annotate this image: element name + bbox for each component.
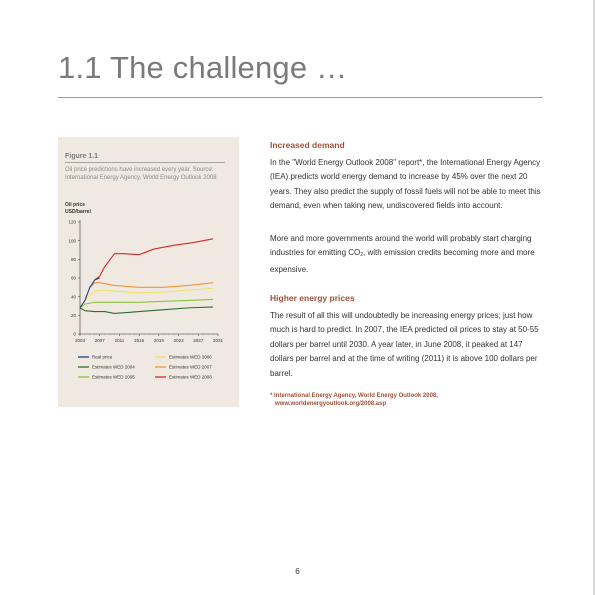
y-tick-label: 120 <box>68 219 76 225</box>
y-tick-label: 100 <box>68 238 76 244</box>
series-line-estimates-wed-2008 <box>95 239 213 280</box>
legend-label: Estimates WED 2006 <box>169 354 212 360</box>
section-heading-demand: Increased demand <box>270 140 345 150</box>
y-tick-label: 20 <box>70 312 76 318</box>
legend-label: Real price <box>92 354 113 360</box>
footnote-link[interactable]: www.worldenergyoutlook.org/2008.asp <box>275 401 387 407</box>
legend-label: Estimates WED 2008 <box>169 374 212 380</box>
title-rule <box>58 97 543 98</box>
footnote-line-1: * International Energy Agency, World Energy Outlook 2008, <box>270 393 438 399</box>
series-line-estimates-wed-2004 <box>80 307 213 314</box>
figure-panel <box>58 137 239 407</box>
y-tick-label: 80 <box>70 256 76 262</box>
x-tick-label: 2015 <box>134 338 145 343</box>
oil-price-chart <box>58 197 239 407</box>
page-title: 1.1 The challenge … <box>58 50 348 85</box>
y-axis-label-line-2: USD/barrel <box>65 209 91 215</box>
prices-paragraph: The result of all this will undoubtedly be increasing energy prices; just how much is hard to predict. In 2007, the IEA predicted oil prices to stay at 50-55 dollars per barrel until 2030. A year later, in June 2008, it peaked at 147 dollars per barrel and at the time of writing (2011) it is above 100 dollars per barrel. <box>270 311 539 378</box>
legend-label: Estimates WED 2007 <box>169 364 212 370</box>
series-line-estimates-wed-2005 <box>80 299 213 307</box>
x-tick-label: 2023 <box>173 338 184 343</box>
x-tick-label: 2027 <box>193 338 204 343</box>
x-tick-label: 2019 <box>153 338 164 343</box>
section-heading-prices: Higher energy prices <box>270 293 355 303</box>
x-tick-label: 2031 <box>212 338 224 343</box>
legend-label: Estimates WED 2004 <box>92 364 135 370</box>
section-increased-demand <box>270 140 545 150</box>
page-number: 6 <box>295 567 300 576</box>
demand-paragraph-2-tail: , with emission credits becoming more and more expensive. <box>270 248 535 274</box>
x-tick-label: 2003 <box>74 338 86 343</box>
legend-label: Estimates WED 2005 <box>92 374 135 380</box>
series-line-estimates-wed-2006 <box>85 288 213 300</box>
section-higher-prices <box>270 293 545 303</box>
y-tick-label: 0 <box>73 331 76 337</box>
x-tick-label: 2007 <box>94 338 105 343</box>
y-axis-label-line-1: Oil price <box>65 202 86 208</box>
demand-paragraph-2 <box>270 232 545 277</box>
demand-paragraph-1: In the "World Energy Outlook 2008" report*, the International Energy Agency (IEA) predicts world energy demand to increase by 45% over the next 20 years. They also predict the supply of fossil fuels will not be able to meet this demand, even when taking new, undiscovered fields into account. <box>270 158 541 211</box>
y-tick-label: 40 <box>70 294 76 300</box>
figure-caption: Oil price predictions have increased every year. Source: International Energy Agency, World Energy Outlook 2008 <box>65 167 217 181</box>
series-line-estimates-wed-2007 <box>90 283 213 288</box>
footnote <box>270 392 530 408</box>
x-tick-label: 2011 <box>114 338 125 343</box>
demand-paragraph-2-text: More and more governments around the world will probably start charging industries for emitting CO <box>270 234 532 258</box>
co2-subscript: 2 <box>360 252 364 259</box>
figure-number: Figure 1.1 <box>65 153 99 160</box>
figure-rule <box>65 162 225 163</box>
y-tick-label: 60 <box>70 275 76 281</box>
